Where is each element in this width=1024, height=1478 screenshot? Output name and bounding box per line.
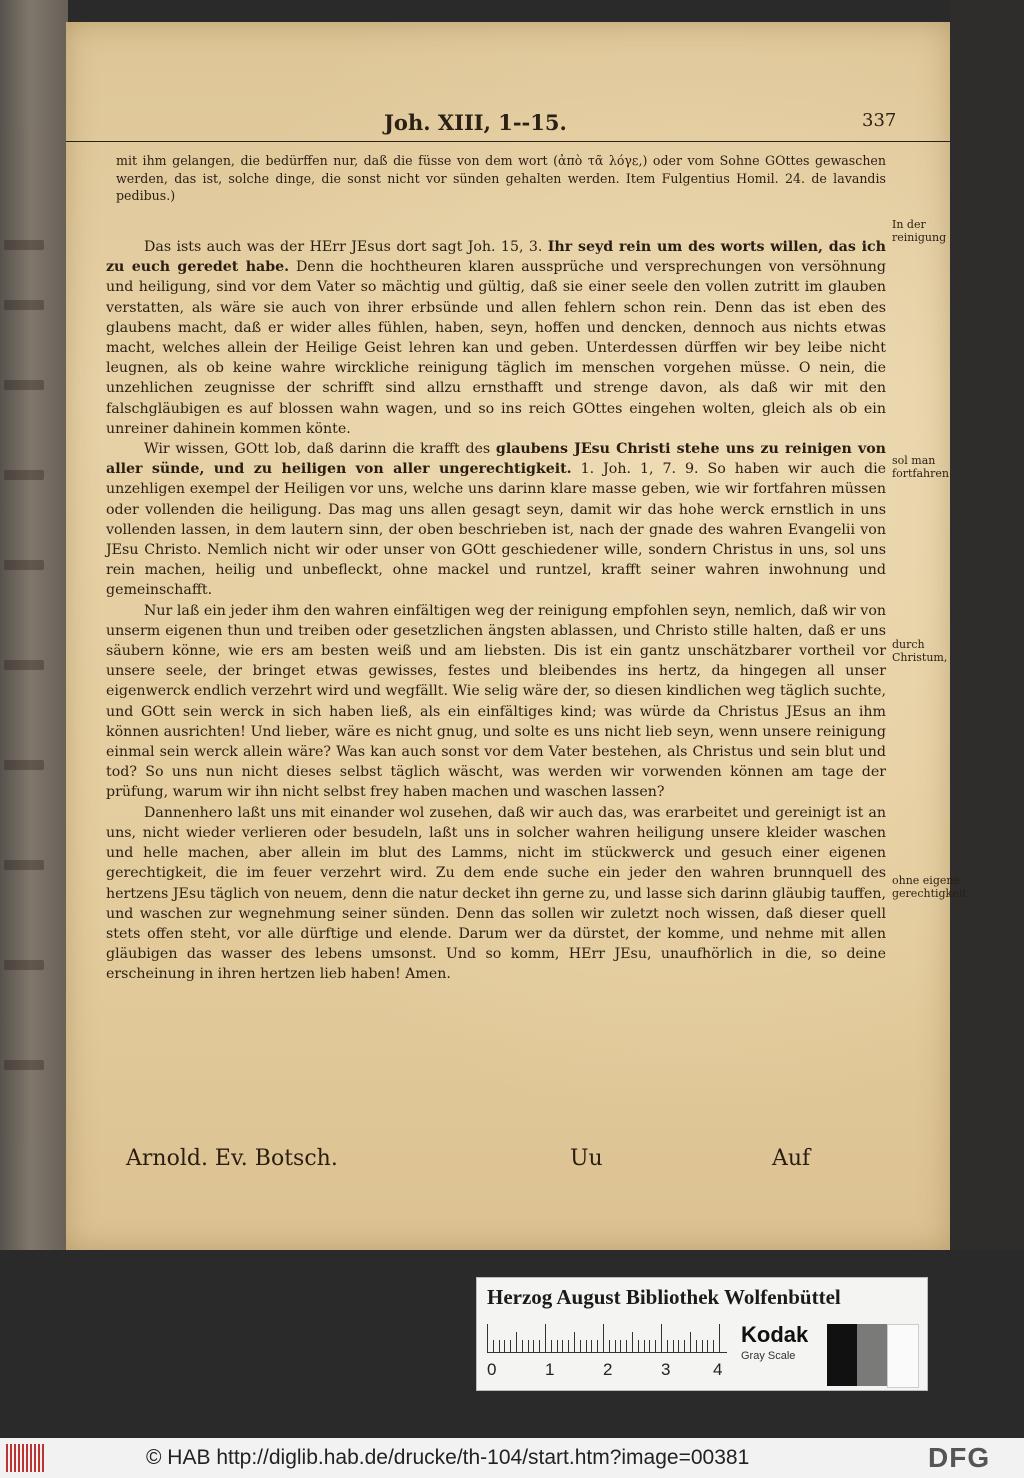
ruler-label: 4 [713,1360,723,1379]
ruler-tick [591,1340,592,1352]
ruler-tick [574,1332,575,1352]
paragraph-2 [106,439,886,601]
margin-note-3: durch Christum, [892,638,948,664]
ruler-tick [557,1340,558,1352]
hab-logo-icon [6,1444,44,1472]
copyright-url[interactable]: © HAB http://diglib.hab.de/drucke/th-104/start.htm?image=00381 [146,1446,750,1469]
ruler-tick [673,1340,674,1352]
ruler-tick [620,1340,621,1352]
book-page [66,22,971,1250]
ruler-tick [702,1340,703,1352]
ruler-tick [615,1340,616,1352]
ruler-label: 1 [545,1360,555,1379]
ruler-tick [528,1340,529,1352]
color-calibration-card [476,1277,928,1391]
paragraph-4-lead: Dannenhero laßt uns mit einander wol zusehen, daß wir auch das, was erarbeitet und gereinigt ist an uns, nicht wieder verlieren oder besudeln, laßt uns in solcher wahren heiligung unsere kleider waschen und helle machen, aber allein im blut des Lamms, nicht im stückwerck und gesuch einer eigenen gerechtigkeit, die im feuer verzehrt wird. Zu dem ende suche ein jeder den wahren brunnquell des hertzens JEsu täglich von neuem, denn die natur decket ihn gerne zu, und lasse sich darinn gläubig tauffen, und waschen zur wegnehmung seiner sünden. Denn das sollen wir zuletzt noch wissen, daß dieser quell stets offen steht, vor alle dürftige und elende. Darum wer da dürstet, der komme, und nehme mit allen gläubigen das wasser des lebens umsonst. Und so komm, HErr JEsu, unaufhörlich in die, so deine erscheinung in ihren hertzen lieb haben! Amen. [106,804,886,983]
ruler-tick [580,1340,581,1352]
scale-ruler [487,1324,727,1353]
ruler-tick [603,1324,604,1352]
signature-left: Arnold. Ev. Botsch. [126,1146,338,1171]
ruler-tick [661,1324,662,1352]
margin-note-1: In der reinigung [892,218,947,244]
ruler-tick [539,1340,540,1352]
ruler-tick [638,1340,639,1352]
ruler-tick [533,1340,534,1352]
signature-mark: Uu [570,1146,603,1171]
margin-note-4: ohne eigene gerechtigkeit. [892,874,971,900]
ruler-tick [493,1340,494,1352]
paragraph-2-rest: 1. Joh. 1, 7. 9. So haben wir auch die unzehligen exempel der Heiligen vor uns, welche uns darinn klare masse geben, wie wir fortfahren müssen oder vollenden die heiligung. Das mag uns allen gesagt seyn, damit wir das hohe werck ernstlich in uns vollenden lassen, in dem lautern sinn, der oben beschrieben ist, nach der gnade des wahren Evangelii von JEsu Christo. Nemlich nicht wir oder unser von GOtt geschiedener wille, sondern Christus in uns, sol uns rein machen, heilig und unbefleckt, ohne mackel und runtzel, krafft seiner wahren inwohnung und gemeinschafft. [106,461,887,599]
ruler-tick [551,1340,552,1352]
gray-patch-mid [857,1324,887,1386]
ruler-tick [586,1340,587,1352]
ruler-tick [510,1340,511,1352]
paragraph-1-rest: Denn die hochtheuren klaren aussprüche und versprechungen von versöhnung und heiligung, sind vor dem Vater so mächtig und gültig, daß sie einer seele den vollen zutritt im glauben verstatten, als wäre sie auch von ihrer erbsünde und allen fehlern schon rein. Denn das ist eben des glaubens macht, daß er wider alles fühlen, haben, seyn, hoffen und dencken, dennoch aus nichts etwas macht, welches allein der Heilige Geist lehren kan und geben. Unterdessen dürffen wir bey leibe nicht leugnen, als ob keine wahre wirckliche reinigung täglich im menschen vorgehen müsse. O nein, die unzehlichen zeugnisse der schrifft sind allzu ernsthafft und strenge davon, als daß wir mit den falschgläubigen es auf blossen wahn wagen, und so ins reich GOttes eingehen wolten, gleich als ob ein unreiner dahinein kommen könte. [106,259,886,437]
running-head: Joh. XIII, 1--15. [384,110,567,135]
ruler-tick [713,1340,714,1352]
ruler-tick [678,1340,679,1352]
kodak-logo: Kodak [741,1322,809,1347]
ruler-tick [632,1332,633,1352]
paragraph-1 [106,237,886,439]
ruler-tick [644,1340,645,1352]
page-number: 337 [862,110,897,131]
ruler-tick [504,1340,505,1352]
library-name: Herzog August Bibliothek Wolfenbüttel [487,1285,841,1309]
ruler-tick [597,1340,598,1352]
catchword: Auf [772,1146,811,1171]
paragraph-2-emphasis: glaubens JEsu Christi stehe uns zu reinigen von aller sünde, und zu heiligen von aller ungerechtigkeit. [106,441,886,478]
dfg-logo: DFG [928,1442,991,1473]
ruler-tick [609,1340,610,1352]
ruler-tick [522,1340,523,1352]
scan-background [950,0,1024,1250]
body-text [106,237,886,985]
ruler-label: 0 [487,1360,497,1379]
gray-patch-white [887,1324,919,1388]
ruler-label: 3 [661,1360,671,1379]
ruler-tick [568,1340,569,1352]
ruler-tick [562,1340,563,1352]
margin-note-2: sol man fortfahren [892,454,949,480]
gray-patch-black [827,1324,857,1386]
ruler-tick [545,1324,546,1352]
paragraph-1-emphasis: Ihr seyd rein um des worts willen, das ich zu euch geredet habe. [106,239,886,276]
previous-page-edge [0,0,68,1250]
ruler-tick [626,1340,627,1352]
paragraph-4 [106,803,886,985]
ruler-tick [655,1340,656,1352]
ruler-tick [707,1340,708,1352]
paragraph-3 [106,601,886,803]
footnote: mit ihm gelangen, die bedürffen nur, daß die füsse von dem wort (ἀπὸ τᾶ λόγε,) oder vom Sohne GOttes gewaschen werden, das ist, solche dinge, die sonst nicht vor sünden gehalten werden. Item Fulgentius Homil. 24. de lavandis pedibus.) [116,153,886,204]
ruler-tick [649,1340,650,1352]
gray-scale-label: Gray Scale [741,1350,796,1362]
ruler-tick [690,1332,691,1352]
ruler-tick [667,1340,668,1352]
ruler-tick [719,1324,720,1352]
footer-bar [0,1438,1024,1478]
ruler-label: 2 [603,1360,613,1379]
ruler-tick [516,1332,517,1352]
ruler-tick [684,1340,685,1352]
ruler-tick [499,1340,500,1352]
ruler-tick [487,1324,488,1352]
ruler-tick [696,1340,697,1352]
paragraph-2-lead: Wir wissen, GOtt lob, daß darinn die krafft des [144,441,496,458]
paragraph-3-lead: Nur laß ein jeder ihm den wahren einfältigen weg der reinigung empfohlen seyn, nemlich, daß wir von unserm eigenen thun und treiben oder gesetzlichen ängsten ablassen, und Christo stille halten, daß er uns säubern könne, wie ers am besten weiß und am liebsten. Dis ist ein gantz unschätzbarer vortheil vor unsere seele, der bringet etwas gewisses, festes und bleibendes ins hertz, da hingegen all unser eigenwerck endlich verzehrt wird und wegfällt. Wie selig wäre der, so diesen kindlichen weg täglich suchte, und GOtt sein werck in sich haben ließ, als ein einfältiges kind; was würde da Christus JEsus an ihm können ausrichten! Und lieber, wäre es nicht gnug, und solte es uns nicht lieb seyn, wenn unsere reinigung einmal sein werck allein wäre? Was kan auch sonst vor dem Vater bestehen, als Christus und sein blut und tod? So uns nun nicht dieses selbst täglich wäscht, was werden wir vorwenden können am tage der prüfung, warum wir ihn nicht selbst frey haben machen und waschen lassen? [106,602,886,801]
paragraph-1-lead: Das ists auch was der HErr JEsus dort sagt Joh. 15, 3. [144,239,548,255]
